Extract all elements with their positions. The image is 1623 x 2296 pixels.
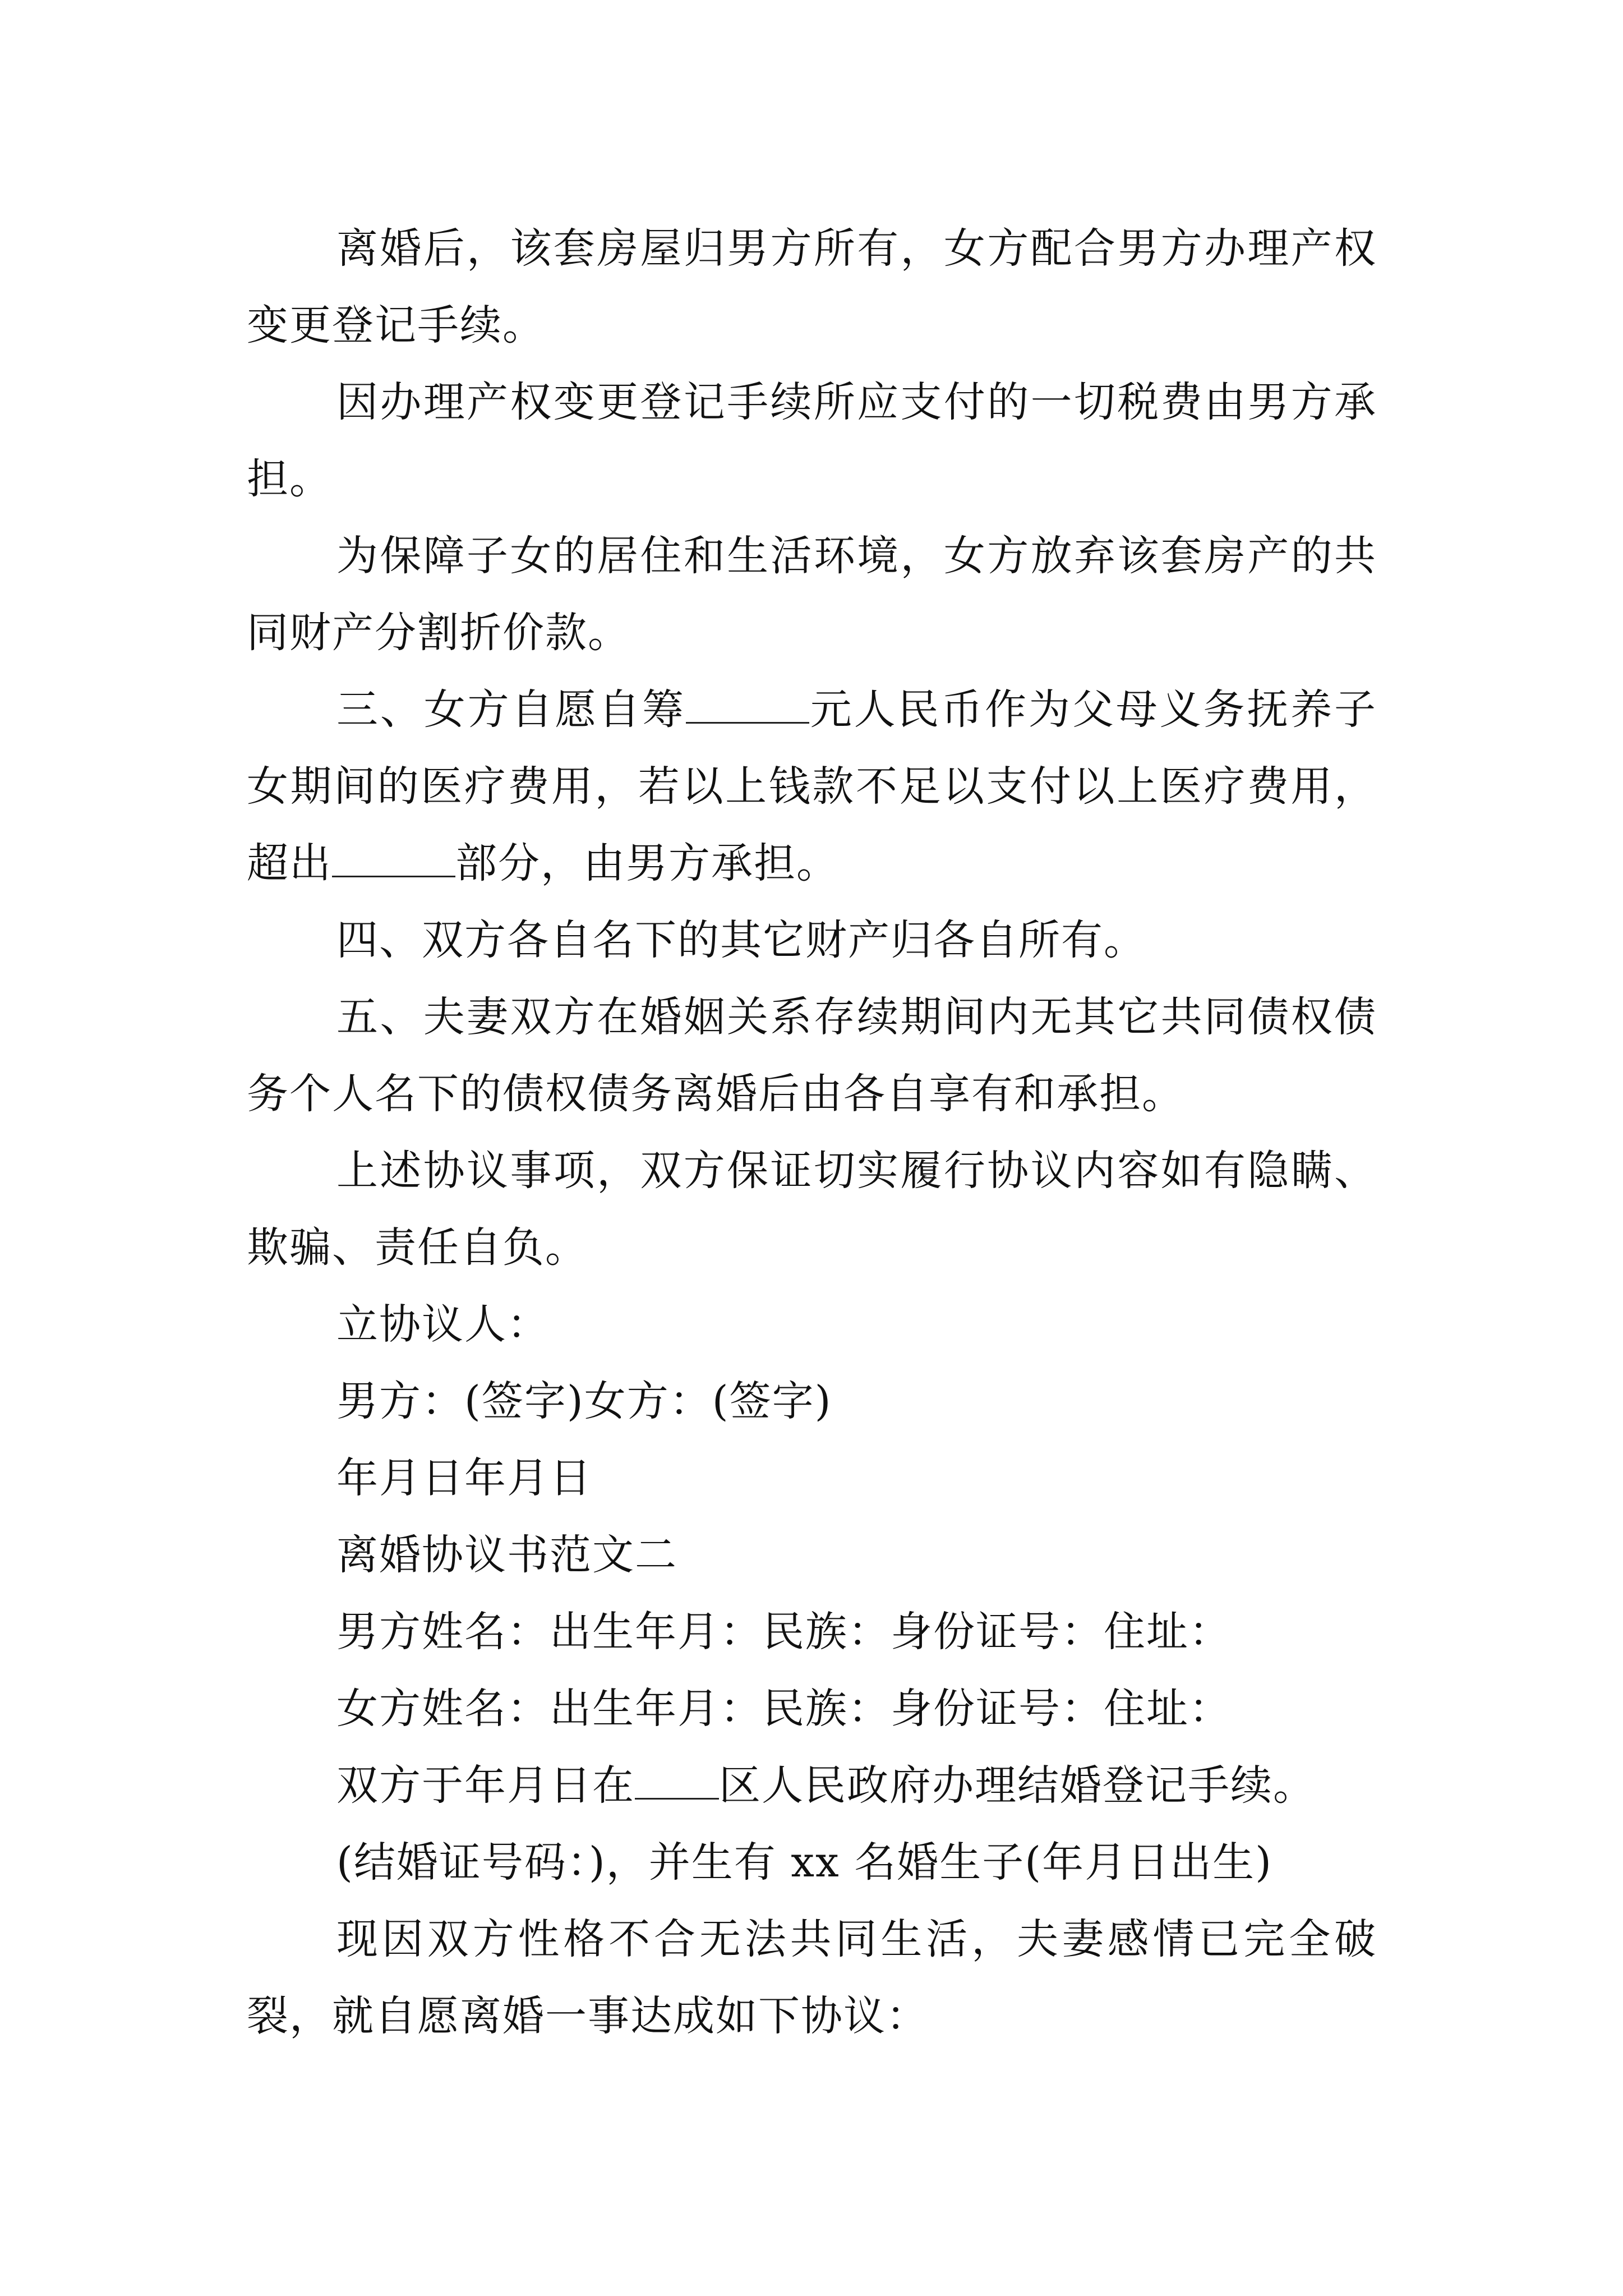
registration-text-end: 区人民政府办理结婚登记手续。: [719, 1761, 1316, 1810]
registration-text-start: 双方于年月日在: [336, 1761, 635, 1810]
paragraph-guarantee: 上述协议事项，双方保证切实履行协议内容如有隐瞒、欺骗、责任自负。: [247, 1147, 1377, 1272]
paragraph-signatures: 男方：(签字)女方：(签字): [336, 1377, 832, 1425]
medical-text-middle: 元人民币作为父母义务抚养子女期间的医疗费用，若以上钱款不足以支付以上医疗费用，超出: [247, 685, 1377, 887]
paragraph-male-info: 男方姓名：出生年月：民族：身份证号：住址：: [336, 1608, 1232, 1656]
medical-text-start: 三、女方自愿自筹: [336, 685, 686, 734]
paragraph-waive-property-share: 为保障子女的居住和生活环境，女方放弃该套房产的共同财产分割折价款。: [247, 532, 1377, 657]
excess-blank: [332, 842, 455, 877]
paragraph-house-ownership: 离婚后，该套房屋归男方所有，女方配合男方办理产权变更登记手续。: [247, 224, 1377, 349]
document-body: [247, 210, 1377, 2055]
paragraph-other-property: 四、双方各自名下的其它财产归各自所有。: [336, 916, 1146, 964]
paragraph-dates: 年月日年月日: [336, 1454, 592, 1502]
section-title-sample-two: 离婚协议书范文二: [336, 1531, 677, 1579]
paragraph-signatories: 立协议人：: [336, 1300, 550, 1349]
paragraph-divorce-reason: 现因双方性格不合无法共同生活，夫妻感情已完全破裂，就自愿离婚一事达成如下协议：: [247, 1915, 1377, 2040]
medical-text-end: 部分，由男方承担。: [455, 839, 839, 887]
paragraph-marriage-certificate: (结婚证号码：)，并生有 xx 名婚生子(年月日出生): [336, 1838, 1272, 1887]
paragraph-tax-fees: 因办理产权变更登记手续所应支付的一切税费由男方承担。: [247, 378, 1377, 503]
paragraph-debts: 五、夫妻双方在婚姻关系存续期间内无其它共同债权债务个人名下的债权债务离婚后由各自享有和承担。: [247, 993, 1377, 1118]
district-blank: [635, 1764, 719, 1800]
paragraph-medical-expenses: [247, 671, 1377, 902]
paragraph-female-info: 女方姓名：出生年月：民族：身份证号：住址：: [336, 1685, 1232, 1733]
amount-blank: [686, 688, 809, 724]
paragraph-marriage-registration: [247, 1747, 1377, 1824]
